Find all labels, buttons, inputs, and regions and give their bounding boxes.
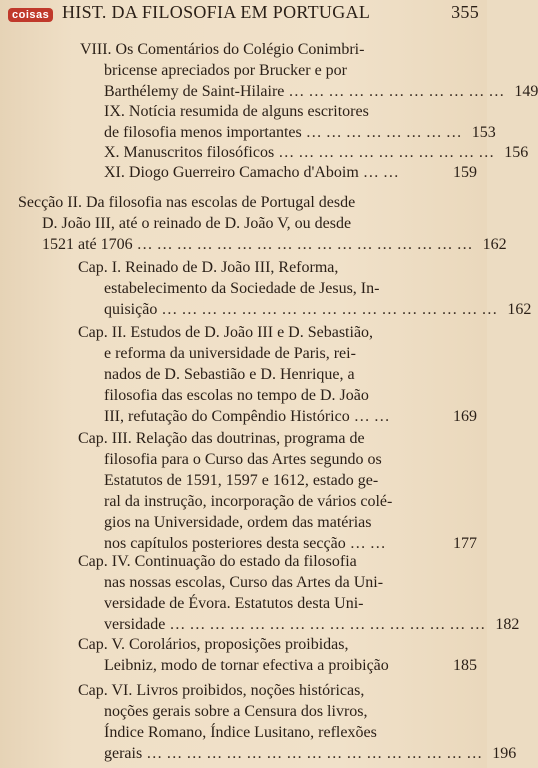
toc-line: e reforma da universidade de Paris, rei- bbox=[104, 345, 356, 362]
header-page-number: 355 bbox=[451, 2, 479, 22]
header-title: HIST. DA FILOSOFIA EM PORTUGAL bbox=[62, 2, 371, 22]
toc-line: nas nossas escolas, Curso das Artes da Uni- bbox=[104, 574, 384, 591]
toc-section-ii bbox=[18, 192, 507, 255]
toc-line: quisição bbox=[104, 301, 158, 318]
toc-leader-line: gerais … … … … … … … … … … … … … … … … … 196 bbox=[104, 745, 517, 762]
toc-line: nos capítulos posteriores desta secção bbox=[104, 535, 346, 552]
toc-line: III, refutação do Compêndio Histórico bbox=[104, 408, 350, 425]
toc-line: versidade bbox=[104, 616, 166, 633]
toc-line: Cap. III. Relação das doutrinas, programa de bbox=[78, 430, 365, 447]
toc-line: VIII. Os Comentários do Colégio Conimbri- bbox=[80, 41, 365, 58]
toc-page-number: 153 bbox=[471, 124, 496, 141]
toc-page-number: 196 bbox=[492, 745, 517, 762]
toc-line: Leibniz, modo de tornar efectiva a proibição bbox=[104, 657, 389, 674]
toc-page-number: 162 bbox=[482, 236, 507, 253]
toc-line: gerais bbox=[104, 745, 143, 762]
toc-line: versidade de Évora. Estatutos desta Uni- bbox=[104, 595, 364, 612]
toc-leader-line: versidade … … … … … … … … … … … … … … … … 182 bbox=[104, 616, 520, 633]
toc-page-number: 185 bbox=[453, 657, 477, 674]
toc-leader-line: nos capítulos posteriores desta secção … … 177 bbox=[104, 535, 477, 552]
toc-leader-line: 1521 até 1706 … … … … … … … … … … … … … … … … … 162 bbox=[42, 236, 507, 253]
toc-leader-line: XI. Diogo Guerreiro Camacho d'Aboim … … 159 bbox=[104, 164, 477, 181]
toc-line: Índice Romano, Índice Lusitano, reflexões bbox=[104, 724, 377, 741]
toc-line: XI. Diogo Guerreiro Camacho d'Aboim bbox=[104, 164, 359, 181]
toc-page-number: 162 bbox=[507, 301, 532, 318]
toc-line: bricense apreciados por Brucker e por bbox=[104, 62, 347, 79]
toc-page-number: 177 bbox=[453, 535, 477, 552]
toc-line: noções gerais sobre a Censura dos livros, bbox=[104, 703, 368, 720]
toc-page-number: 159 bbox=[453, 164, 477, 181]
toc-line: Cap. V. Corolários, proposições proibidas, bbox=[78, 636, 349, 653]
toc-leader-line: X. Manuscritos filosóficos … … … … … … … … … … … 156 bbox=[104, 144, 529, 161]
toc-page-number: 156 bbox=[504, 144, 529, 161]
toc-line: 1521 até 1706 bbox=[42, 236, 133, 253]
toc-line: estabelecimento da Sociedade de Jesus, In- bbox=[104, 280, 380, 297]
toc-entry-xi bbox=[104, 162, 477, 183]
toc-line: Estatutos de 1591, 1597 e 1612, estado ge- bbox=[104, 472, 379, 489]
watermark-logo: coisas bbox=[8, 8, 53, 22]
toc-page-number: 182 bbox=[495, 616, 520, 633]
toc-leader-line: quisição … … … … … … … … … … … … … … … … … 162 bbox=[104, 301, 532, 318]
toc-line: ral da instrução, incorporação de vários colé- bbox=[104, 493, 393, 510]
toc-line: gios na Universidade, ordem das matérias bbox=[104, 514, 372, 531]
toc-entry-viii bbox=[80, 39, 538, 102]
running-header bbox=[62, 2, 479, 23]
toc-page-number: 169 bbox=[453, 408, 477, 425]
toc-line: Secção II. Da filosofia nas escolas de Portugal desde bbox=[18, 194, 356, 211]
toc-chapter-ii bbox=[78, 322, 477, 427]
toc-line: nados de D. Sebastião e D. Henrique, a bbox=[104, 366, 355, 383]
toc-chapter-iii bbox=[78, 428, 477, 554]
toc-line: filosofia das escolas no tempo de D. João bbox=[104, 387, 369, 404]
toc-leader-line: Barthélemy de Saint-Hilaire … … … … … … … … … … … 149 bbox=[104, 83, 538, 100]
toc-line: X. Manuscritos filosóficos bbox=[104, 144, 275, 161]
toc-chapter-i bbox=[78, 257, 532, 320]
toc-line: Barthélemy de Saint-Hilaire bbox=[104, 83, 285, 100]
toc-line: Cap. IV. Continuação do estado da filosofia bbox=[78, 553, 357, 570]
toc-line: Cap. I. Reinado de D. João III, Reforma, bbox=[78, 259, 339, 276]
toc-leader-line: III, refutação do Compêndio Histórico … … 169 bbox=[104, 408, 477, 425]
toc-chapter-vi bbox=[78, 680, 517, 764]
toc-leader-line bbox=[78, 655, 477, 676]
toc-line: Cap. II. Estudos de D. João III e D. Sebastião, bbox=[78, 324, 374, 341]
toc-chapter-v bbox=[78, 634, 477, 676]
toc-entry-ix bbox=[104, 101, 496, 143]
toc-entry-x bbox=[104, 142, 529, 163]
toc-leader-line: de filosofia menos importantes … … … … … … … … 153 bbox=[104, 124, 496, 141]
toc-chapter-iv bbox=[78, 551, 520, 635]
toc-page-number: 149 bbox=[514, 83, 538, 100]
toc-line: IX. Notícia resumida de alguns escritores bbox=[104, 103, 369, 120]
toc-line: Cap. VI. Livros proibidos, noções históricas, bbox=[78, 682, 365, 699]
toc-line: de filosofia menos importantes bbox=[104, 124, 302, 141]
toc-line: D. João III, até o reinado de D. João V, ou desde bbox=[42, 215, 352, 232]
toc-line: filosofia para o Curso das Artes segundo os bbox=[104, 451, 382, 468]
